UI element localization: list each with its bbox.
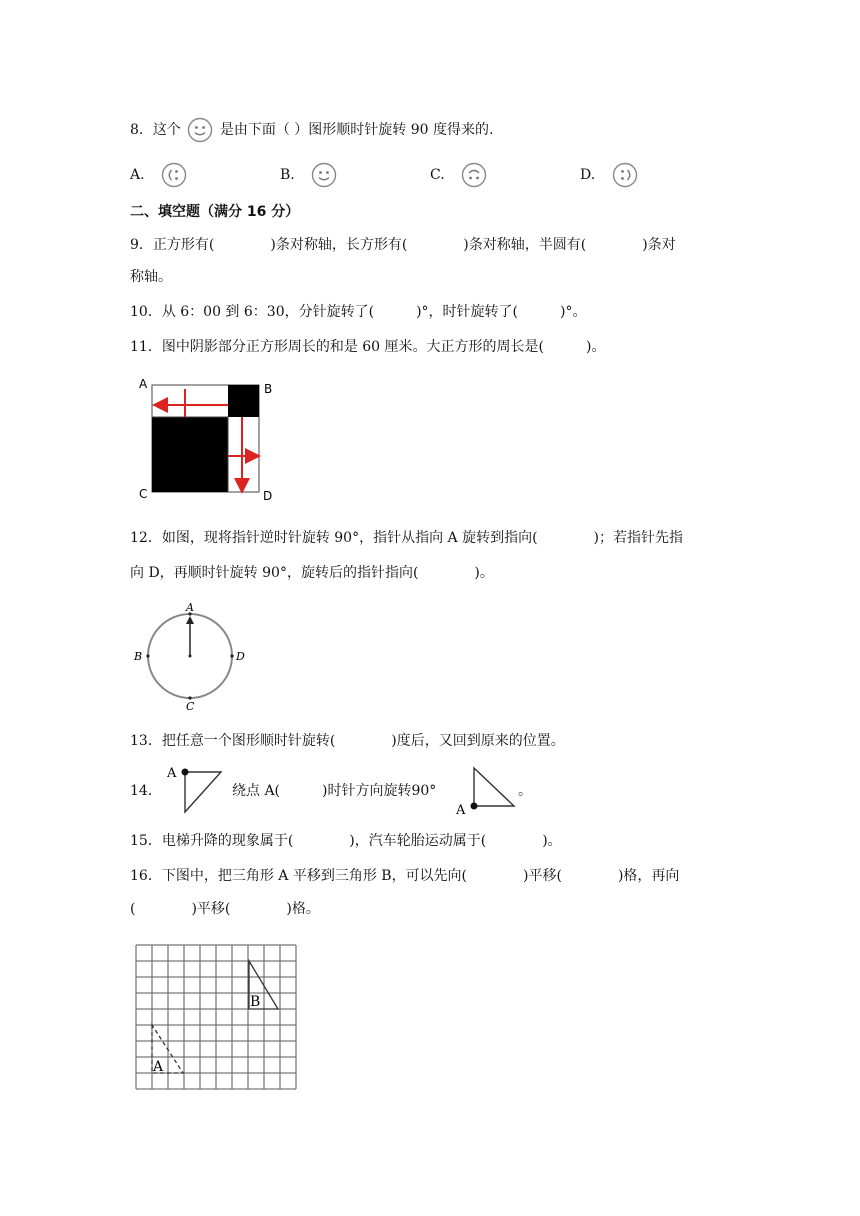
section-heading: 二、填空题（满分 16 分） xyxy=(130,204,300,220)
label-a: A xyxy=(139,377,148,391)
q14-middle: 绕点 A( )时针方向旋转90° xyxy=(232,783,437,799)
dial-label-b: B xyxy=(134,650,143,663)
q8-option-b: B. xyxy=(280,162,339,188)
q12-line2: 向 D，再顺时针旋转 90°，旋转后的指针指向( )。 xyxy=(130,565,494,581)
square-perimeter-figure xyxy=(135,375,285,505)
triangle-before-rotation xyxy=(165,762,230,822)
triangle-after-rotation xyxy=(452,762,520,817)
triangle-a-label: A xyxy=(153,1059,164,1075)
dial-label-c: C xyxy=(186,700,195,713)
face-rotated-left-icon xyxy=(159,162,189,188)
label-d: D xyxy=(263,489,273,503)
q10-text: 10．从 6：00 到 6：30，分针旋转了( )°，时针旋转了( )°。 xyxy=(130,304,587,320)
q16-line1: 16．下图中，把三角形 A 平移到三角形 B，可以先向( )平移( )格，再向 xyxy=(130,868,680,884)
q14-number: 14． xyxy=(130,783,162,799)
q11-text: 11．图中阴影部分正方形周长的和是 60 厘米。大正方形的周长是( )。 xyxy=(130,339,606,355)
smiley-face-icon xyxy=(185,117,215,143)
q8-prefix: 8．这个 xyxy=(130,122,181,138)
q8-line xyxy=(130,117,493,143)
q9-line1: 9．正方形有( )条对称轴，长方形有( )条对称轴，半圆有( )条对 xyxy=(130,237,676,253)
q8-option-a: A. xyxy=(130,162,189,188)
face-rotated-right-icon xyxy=(610,162,640,188)
q13-text: 13．把任意一个图形顺时针旋转( )度后，又回到原来的位置。 xyxy=(130,733,565,749)
label-c: C xyxy=(139,487,148,501)
q8-option-c: C. xyxy=(430,162,489,188)
point-a-label-1: A xyxy=(167,766,177,781)
point-a-label-2: A xyxy=(456,803,466,817)
q15-text: 15．电梯升降的现象属于( )，汽车轮胎运动属于( )。 xyxy=(130,833,562,849)
q14-end: 。 xyxy=(518,783,532,799)
translation-grid-figure xyxy=(130,938,300,1096)
q8-option-d: D. xyxy=(580,162,640,188)
q12-line1: 12．如图，现将指针逆时针旋转 90°，指针从指向 A 旋转到指向( )；若指针先指 xyxy=(130,530,684,546)
label-b: B xyxy=(264,382,273,396)
face-upright-icon xyxy=(309,162,339,188)
triangle-b-label: B xyxy=(250,994,261,1010)
pointer-dial-figure xyxy=(130,600,255,715)
dial-label-a: A xyxy=(186,601,194,614)
q8-suffix: 是由下面（ ）图形顺时针旋转 90 度得来的. xyxy=(219,122,494,138)
q16-line2: ( )平移( )格。 xyxy=(130,901,320,917)
q9-line2: 称轴。 xyxy=(130,269,172,285)
face-upside-down-icon xyxy=(459,162,489,188)
dial-label-d: D xyxy=(236,650,245,663)
